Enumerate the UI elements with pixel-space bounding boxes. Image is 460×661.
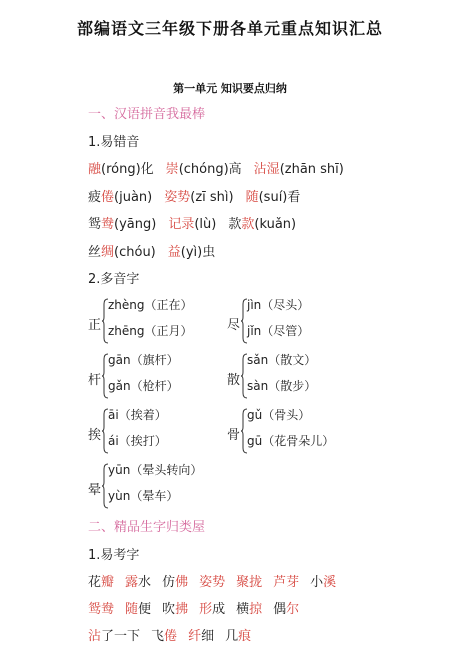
pinyin-plain: 款 [228,217,242,232]
word-plain: 便 [138,602,152,617]
word-plain: 水 [138,575,152,590]
pinyin-row [88,241,227,260]
pinyin-highlight: 记录 [168,217,195,232]
polyphonic-reading: gū（花骨朵儿） [247,434,335,448]
polyphonic-char: 散 [227,373,241,388]
word-item [273,575,299,590]
word-plain: 了一下 [101,629,141,644]
pinyin-plain: (juàn) [114,190,153,205]
pinyin-highlight: 融 [88,162,102,177]
pinyin-plain: 丝 [88,245,102,260]
pinyin-row [88,158,356,177]
word-plain: 细 [201,629,215,644]
pinyin-plain: (kuǎn) [254,217,297,232]
word-item [125,575,151,590]
word-highlight: 拂 [175,602,189,617]
word-plain: 偶 [273,602,287,617]
polyphonic-reading: gǎn（枪杆） [108,379,179,393]
polyphonic-reading: gān（旗杆） [108,353,179,367]
word-highlight: 瓣 [101,575,115,590]
word-plain: 飞 [151,629,165,644]
word-highlight: 沾 [88,629,102,644]
pinyin-highlight: 鸯 [101,217,115,232]
pinyin-item [168,217,216,232]
polyphonic-char: 杆 [88,373,102,388]
word-plain: 几 [225,629,239,644]
polyphonic-reading: āi（挨着） [108,408,167,422]
pinyin-item [166,162,242,177]
word-plain: 吹 [162,602,176,617]
word-plain: 仿 [162,575,176,590]
pinyin-plain: (suí)看 [258,190,301,205]
pinyin-item [88,217,156,232]
word-highlight: 形 [199,602,213,617]
word-item [199,602,225,617]
word-plain: 成 [212,602,226,617]
polyphonic-reading: yūn（晕头转向） [108,463,203,477]
polyphonic-char: 骨 [227,428,241,443]
pinyin-plain: (yì)虫 [180,245,216,260]
word-highlight: 纤 [188,629,202,644]
word-highlight: 溪 [323,575,337,590]
pinyin-highlight: 款 [241,217,255,232]
pinyin-plain: 疲 [88,190,102,205]
pinyin-plain: (yāng) [114,217,157,232]
word-row [88,571,347,590]
word-item [236,575,262,590]
word-item [125,602,151,617]
polyphonic-reading: jìn（尽头） [247,298,310,312]
polyphonic-reading: gǔ（骨头） [247,408,311,422]
polyphonic-char: 挨 [88,428,102,443]
pinyin-highlight: 益 [167,245,181,260]
pinyin-row [88,213,308,232]
word-highlight: 痕 [238,629,252,644]
polyphonic-reading: yùn（晕车） [108,489,179,503]
pinyin-item [88,190,152,205]
word-highlight: 姿势 [199,575,226,590]
pinyin-plain: 鸳 [88,217,102,232]
pinyin-plain: (zhān shī) [279,162,344,177]
pinyin-item [246,190,301,205]
pinyin-plain: (lù) [194,217,217,232]
polyphonic-char: 尽 [227,318,241,333]
word-item [236,602,262,617]
pinyin-item [164,190,233,205]
word-item [273,602,299,617]
document-title: 部编语文三年级下册各单元重点知识汇总 [76,19,383,38]
section-heading-pinyin: 一、汉语拼音我最棒 [88,107,206,122]
word-item [310,575,336,590]
polyphonic-reading: zhēng（正月） [108,324,193,338]
polyphonic-reading: sàn（散步） [247,379,317,393]
pinyin-item [228,217,296,232]
word-highlight: 随 [125,602,139,617]
pinyin-item [88,162,154,177]
pinyin-plain: (róng)化 [101,162,154,177]
unit-title: 第一单元 知识要点归纳 [173,82,287,95]
pinyin-item [88,245,156,260]
word-highlight: 倦 [164,629,178,644]
polyphonic-char: 正 [88,318,102,333]
pinyin-highlight: 绸 [101,245,115,260]
pinyin-highlight: 姿势 [164,190,191,205]
word-item [188,629,214,644]
pinyin-highlight: 沾湿 [253,162,280,177]
word-item [225,629,251,644]
word-item [162,575,188,590]
pinyin-item [168,245,215,260]
pinyin-plain: (zī shì) [190,190,234,205]
word-plain: 花 [88,575,102,590]
pinyin-highlight: 崇 [165,162,179,177]
word-highlight: 掠 [249,602,263,617]
word-plain: 小 [310,575,324,590]
polyphonic-reading: jǐn（尽管） [247,324,310,338]
word-item [151,629,177,644]
subheading-error-prone-sounds: 1.易错音 [88,135,140,150]
polyphonic-reading: sǎn（散文） [247,353,317,367]
word-item [199,575,225,590]
section-heading-characters: 二、精品生字归类屋 [88,520,206,535]
word-highlight: 露 [125,575,139,590]
polyphonic-reading: zhèng（正在） [108,298,193,312]
word-highlight: 佛 [175,575,189,590]
polyphonic-reading: ái（挨打） [108,434,167,448]
pinyin-plain: (chóng)高 [178,162,242,177]
pinyin-highlight: 随 [245,190,259,205]
pinyin-item [254,162,344,177]
word-highlight: 鸳鸯 [88,602,115,617]
pinyin-plain: (chóu) [114,245,156,260]
word-plain: 横 [236,602,250,617]
word-highlight: 芦芽 [273,575,300,590]
word-item [162,602,188,617]
word-row [88,625,262,644]
word-row [88,598,310,617]
pinyin-highlight: 倦 [101,190,115,205]
subheading-polyphonic: 2.多音字 [88,272,140,287]
word-item [88,629,140,644]
subheading-easy-test-chars: 1.易考字 [88,548,140,563]
word-item [88,602,114,617]
word-item [88,575,114,590]
word-highlight: 聚拢 [236,575,263,590]
pinyin-row [88,186,312,205]
polyphonic-char: 晕 [88,483,102,498]
word-highlight: 尔 [286,602,300,617]
